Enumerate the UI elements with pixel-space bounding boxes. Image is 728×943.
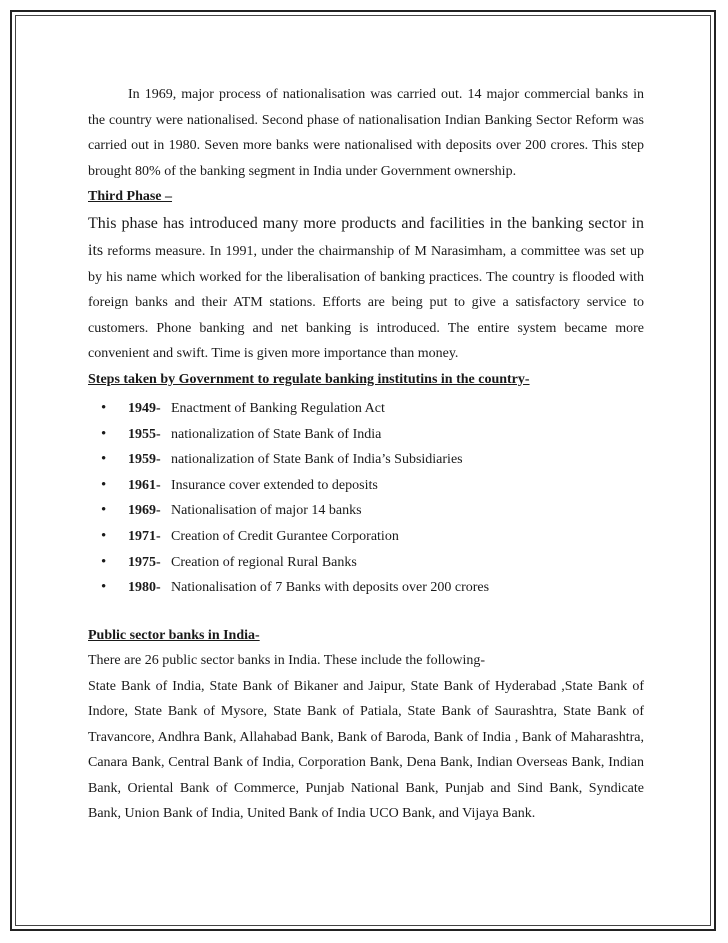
step-year: 1975- <box>128 554 161 570</box>
list-item <box>88 550 644 576</box>
step-text: nationalization of State Bank of India’s Subsidiaries <box>171 452 463 468</box>
list-item <box>88 447 644 473</box>
public-sector-intro: There are 26 public sector banks in India. These include the following- <box>88 653 486 669</box>
step-text: Enactment of Banking Regulation Act <box>171 401 385 416</box>
list-item <box>88 473 644 499</box>
list-item <box>88 498 644 524</box>
steps-heading: Steps taken by Government to regulate banking institutins in the country- <box>88 371 530 387</box>
step-year: 1955- <box>128 426 161 442</box>
public-sector-list: State Bank of India, State Bank of Bikaner and Jaipur, State Bank of Hyderabad ,State Bank of Indore, State Bank of Mysore, State Bank of Patiala, State Bank of Saurashtra, State Bank of Travancore, Andhra Bank, Allahabad Bank, Bank of Baroda, Bank of India , Bank of Maharashtra, Canara Bank, Central Bank of India, Corporation Bank, Dena Bank, Indian Overseas Bank, Indian Bank, Oriental Bank of Commerce, Punjab National Bank, Punjab and Sind Bank, Syndicate Bank, Union Bank of India, United Bank of India UCO Bank, and Vijaya Bank. <box>88 678 644 822</box>
paragraph-third-phase <box>88 210 644 367</box>
third-phase-heading: Third Phase – <box>88 189 173 204</box>
step-year: 1959- <box>128 452 161 468</box>
section-spacer <box>88 601 644 623</box>
paragraph-nationalisation: In 1969, major process of nationalisation was carried out. 14 major commercial banks in the country were nationalised. Second phase of nationalisation Indian Banking Sector Reform was carried out in 1980. Seven more banks were nationalised with deposits over 200 crores. This step brought 80% of the banking segment in India under Government ownership. <box>88 87 644 179</box>
steps-list <box>88 396 644 601</box>
list-item <box>88 396 644 422</box>
step-year: 1961- <box>128 477 161 493</box>
step-year: 1969- <box>128 503 161 519</box>
step-text: Insurance cover extended to deposits <box>171 477 378 493</box>
list-item <box>88 422 644 448</box>
step-year: 1971- <box>128 528 161 544</box>
public-sector-heading: Public sector banks in India- <box>88 627 260 643</box>
third-phase-lead: This phase has introduced many more products and facilities in the banking sector in its <box>88 214 644 259</box>
step-text: Nationalisation of 7 Banks with deposits over 200 crores <box>171 580 490 596</box>
list-item <box>88 575 644 601</box>
step-text: Creation of Credit Gurantee Corporation <box>171 528 399 544</box>
step-text: nationalization of State Bank of India <box>171 426 382 442</box>
third-phase-body: reforms measure. In 1991, under the chairmanship of M Narasimham, a committee was set up by his name which worked for the liberalisation of banking practices. The country is flooded with foreign banks and their ATM stations. Efforts are being put to give a satisfactory service to customers. Phone banking and net banking is introduced. The entire system became more convenient and swift. Time is given more importance than money. <box>88 244 645 361</box>
list-item <box>88 524 644 550</box>
step-year: 1949- <box>128 401 161 416</box>
step-text: Nationalisation of major 14 banks <box>171 503 362 519</box>
step-year: 1980- <box>128 580 161 596</box>
step-text: Creation of regional Rural Banks <box>171 554 357 570</box>
document-page <box>88 82 644 827</box>
